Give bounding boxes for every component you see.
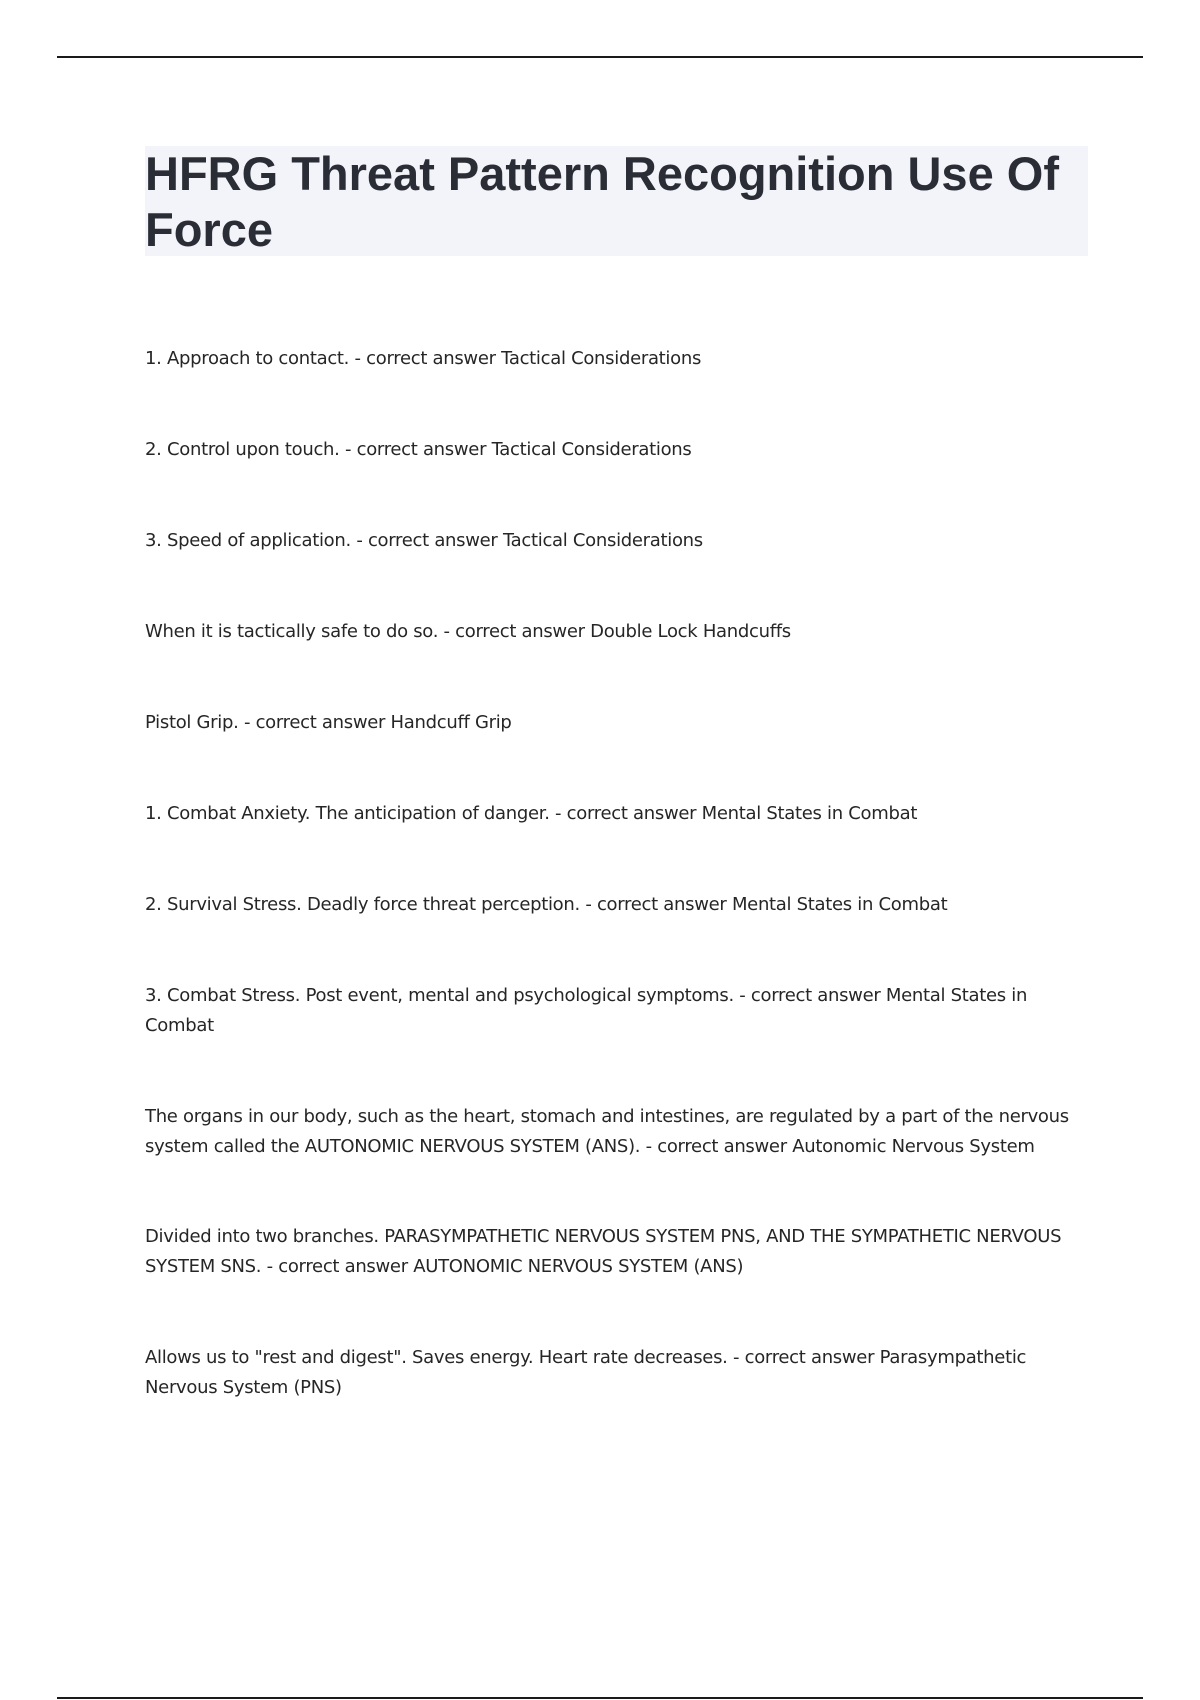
top-rule <box>57 56 1143 58</box>
qa-item: 2. Survival Stress. Deadly force threat perception. - correct answer Mental States in Combat <box>145 894 948 915</box>
qa-item: Pistol Grip. - correct answer Handcuff Grip <box>145 712 512 733</box>
qa-item: 3. Speed of application. - correct answer Tactical Considerations <box>145 530 703 551</box>
qa-item: 3. Combat Stress. Post event, mental and psychological symptoms. - correct answer Mental States in Combat <box>145 985 1028 1036</box>
page-title: HFRG Threat Pattern Recognition Use Of Force <box>145 147 1059 256</box>
qa-item: 1. Approach to contact. - correct answer Tactical Considerations <box>145 348 702 369</box>
qa-item: Divided into two branches. PARASYMPATHETIC NERVOUS SYSTEM PNS, AND THE SYMPATHETIC NERVOUS SYSTEM SNS. - correct answer AUTONOMIC NERVOUS SYSTEM (ANS) <box>145 1226 1062 1277</box>
qa-item: 2. Control upon touch. - correct answer Tactical Considerations <box>145 439 692 460</box>
qa-item: Allows us to "rest and digest". Saves energy. Heart rate decreases. - correct answer Parasympathetic Nervous System (PNS) <box>145 1347 1027 1398</box>
qa-item: When it is tactically safe to do so. - correct answer Double Lock Handcuffs <box>145 621 791 642</box>
qa-item: The organs in our body, such as the heart, stomach and intestines, are regulated by a part of the nervous system called the AUTONOMIC NERVOUS SYSTEM (ANS). - correct answer Autonomic Nervous System <box>145 1106 1069 1157</box>
bottom-rule <box>57 1697 1143 1699</box>
qa-item: 1. Combat Anxiety. The anticipation of danger. - correct answer Mental States in Combat <box>145 803 918 824</box>
